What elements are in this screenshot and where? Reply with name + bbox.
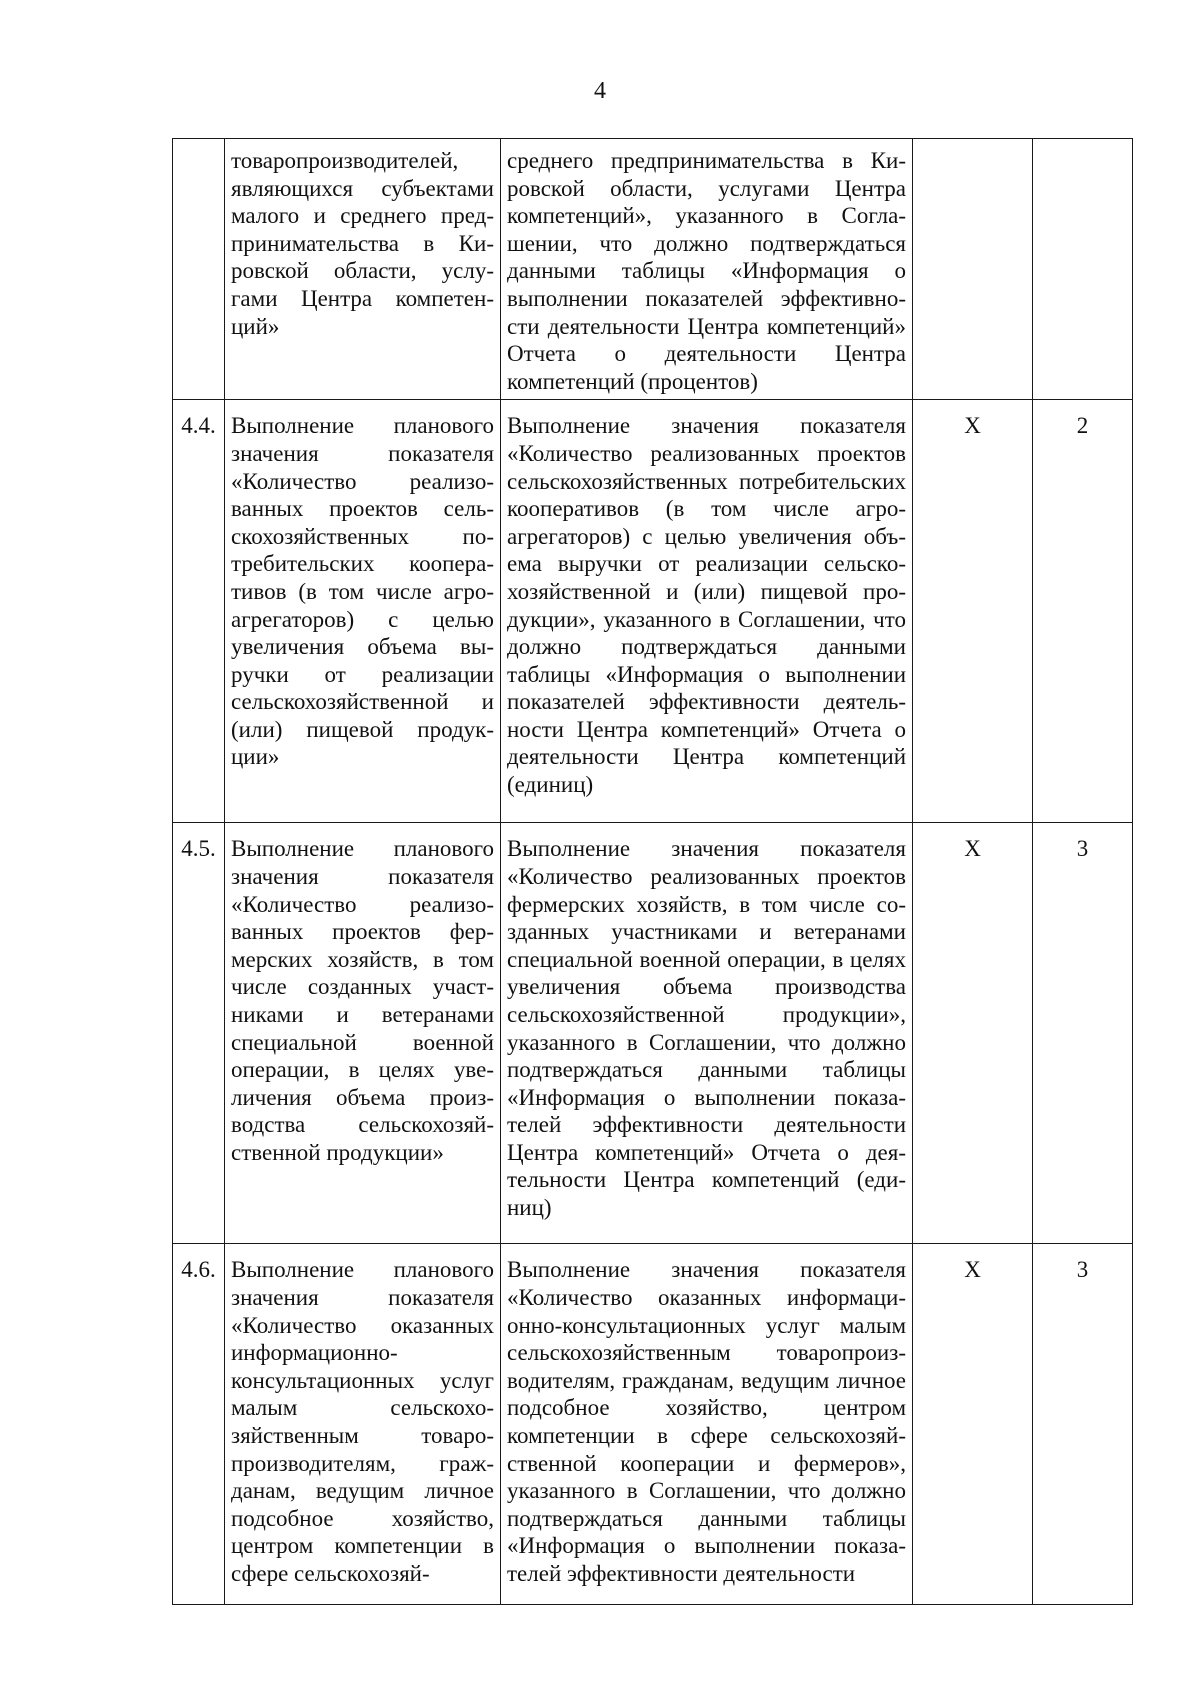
mark-cell: Х	[913, 1244, 1033, 1605]
table-row	[173, 139, 1133, 400]
description-cell: среднего предпринимательства в Кировской области, услугами Центра компетенций», указанного в Соглашении, что должно подтверждаться данными таблицы «Информация о выполнении показателей эффективности деятельности Центра компетенций» Отчета о деятельности Центра компетенций (процентов)	[501, 139, 913, 400]
criterion-cell: Выполнение планового значения показателя «Количество реализованных проектов фермерских хозяйств, в том числе созданных участниками и ветеранами специальной военной операции, в целях увеличения объема производства сельскохозяйственной продукции»	[225, 823, 501, 1244]
row-number: 4.6.	[173, 1244, 225, 1605]
criteria-table	[172, 138, 1133, 1605]
criterion-cell: Выполнение планового значения показателя «Количество оказанных информационно-консультационных услуг малым сельскохозяйственным товаропроизводителям, гражданам, ведущим личное подсобное хозяйство, центром компетенции в сфере сельскохозяй-	[225, 1244, 501, 1605]
table-row	[173, 400, 1133, 823]
criterion-cell: Выполнение планового значения показателя «Количество реализованных проектов сельскохозяйственных потребительских кооперативов (в том числе агроагрегаторов) с целью увеличения объема выручки от реализации сельскохозяйственной и (или) пищевой продукции»	[225, 400, 501, 823]
description-cell: Выполнение значения показателя «Количество оказанных информационно-консультационных услуг малым сельскохозяйственным товаропроизводителям, гражданам, ведущим личное подсобное хозяйство, центром компетенции в сфере сельскохозяйственной кооперации и фермеров», указанного в Соглашении, что должно подтверждаться данными таблицы «Информация о выполнении показателей эффективности деятельности	[501, 1244, 913, 1605]
row-number: 4.4.	[173, 400, 225, 823]
description-cell: Выполнение значения показателя «Количество реализованных проектов сельскохозяйственных потребительских кооперативов (в том числе агроагрегаторов) с целью увеличения объема выручки от реализации сельскохозяйственной и (или) пищевой продукции», указанного в Соглашении, что должно подтверждаться данными таблицы «Информация о выполнении показателей эффективности деятельности Центра компетенций» Отчета о деятельности Центра компетенций (единиц)	[501, 400, 913, 823]
mark-cell: Х	[913, 823, 1033, 1244]
score-cell: 2	[1033, 400, 1133, 823]
table-row	[173, 823, 1133, 1244]
description-cell: Выполнение значения показателя «Количество реализованных проектов фермерских хозяйств, в том числе созданных участниками и ветеранами специальной военной операции, в целях увеличения объема производства сельскохозяйственной продукции», указанного в Соглашении, что должно подтверждаться данными таблицы «Информация о выполнении показателей эффективности деятельности Центра компетенций» Отчета о деятельности Центра компетенций (единиц)	[501, 823, 913, 1244]
score-cell	[1033, 139, 1133, 400]
criterion-cell: товаропроизводителей, являющихся субъектами малого и среднего предпринимательства в Кировской области, услугами Центра компетенций»	[225, 139, 501, 400]
page-number: 4	[594, 78, 606, 104]
mark-cell: Х	[913, 400, 1033, 823]
row-number: 4.5.	[173, 823, 225, 1244]
score-cell: 3	[1033, 823, 1133, 1244]
mark-cell	[913, 139, 1033, 400]
table-row	[173, 1244, 1133, 1605]
row-number	[173, 139, 225, 400]
score-cell: 3	[1033, 1244, 1133, 1605]
